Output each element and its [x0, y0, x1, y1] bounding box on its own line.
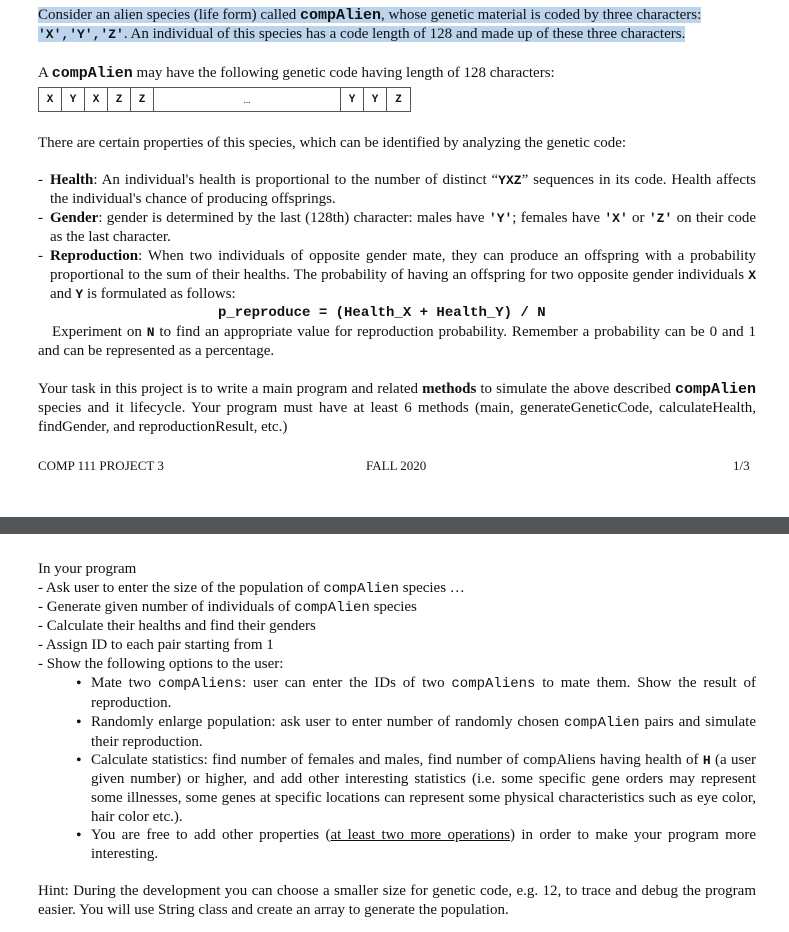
example-caption: A compAlien may have the following genetic code having length of 128 characters:	[38, 65, 555, 82]
code-cell: Z	[108, 88, 131, 111]
footer-page-number: 1/3	[733, 458, 750, 473]
code-cell: X	[39, 88, 62, 111]
bullet-icon: •	[76, 714, 82, 731]
option-mate: Mate two compAliens: user can enter the IDs of two compAliens to mate them. Show the result of reproduction.	[91, 675, 756, 711]
health-dash: -	[38, 172, 43, 188]
code-cell-ellipsis: ...	[154, 88, 341, 111]
option-statistics: Calculate statistics: find number of females and males, find number of compAliens having health of H (a user given number) or higher, and add other interesting statistics (i.e. some specific gene orders may represent some illnesses, some genes at specific locations can represent some physical characteristics such as eye color, hair color etc.).	[91, 752, 756, 825]
page-separator	[0, 517, 789, 534]
program-heading: In your program	[38, 561, 137, 577]
code-cell: X	[85, 88, 108, 111]
hint: Hint: During the development you can choose a smaller size for genetic code, e.g. 12, to trace and debug the program easier. You will use String class and create an array to generate the population.	[38, 883, 756, 918]
page-2	[0, 534, 789, 932]
code-cell: Y	[364, 88, 387, 111]
properties-intro: There are certain properties of this species, which can be identified by analyzing the genetic code:	[38, 135, 627, 151]
list-item: - Show the following options to the user:	[38, 656, 284, 672]
gender-dash: -	[38, 210, 43, 226]
code-cell: Y	[62, 88, 85, 111]
option-free: You are free to add other properties (at least two more operations) in order to make your program more interesting.	[91, 827, 756, 862]
list-item: - Ask user to enter the size of the population of compAlien species …	[38, 580, 465, 597]
intro-line-2: 'X','Y','Z'. An individual of this species has a code length of 128 and made up of these three characters.	[38, 26, 686, 42]
code-cell: Y	[341, 88, 364, 111]
bullet-icon: •	[76, 752, 82, 769]
bullet-icon: •	[76, 675, 82, 692]
option-enlarge: Randomly enlarge population: ask user to enter number of randomly chosen compAlien pairs and simulate their reproduction.	[91, 714, 757, 750]
intro-line-1: Consider an alien species (life form) called compAlien, whose genetic material is coded by three characters:	[38, 7, 702, 24]
operations-link[interactable]: at least two more operations	[330, 827, 510, 843]
list-item: - Generate given number of individuals of compAlien species	[38, 599, 417, 616]
bullet-icon: •	[76, 827, 82, 844]
list-item: - Assign ID to each pair starting from 1	[38, 637, 274, 653]
health-item: Health: An individual's health is proportional to the number of distinct “YXZ” sequences in its code. Health affects the individual's chance of producing offsprings.	[50, 172, 756, 207]
experiment-note: Experiment on N to find an appropriate value for reproduction probability. Remember a probability can be 0 and 1 and can be represented as a percentage.	[38, 324, 756, 359]
genetic-code-example	[38, 87, 411, 112]
code-cell: Z	[131, 88, 154, 111]
footer-course: COMP 111 PROJECT 3	[38, 458, 164, 473]
probability-formula: p_reproduce = (Health_X + Health_Y) / N	[218, 305, 546, 321]
task-description: Your task in this project is to write a main program and related methods to simulate the above described compAlien species and it lifecycle. Your program must have at least 6 methods (main, generateGeneticCode, calculateHealth, findGender, and reproductionResult, etc.)	[38, 381, 756, 435]
list-item: - Calculate their healths and find their genders	[38, 618, 316, 634]
code-cell: Z	[395, 93, 402, 106]
gender-item: Gender: gender is determined by the last (128th) character: males have 'Y'; females have 'X' or 'Z' on their code as the last character.	[50, 210, 756, 245]
reproduction-dash: -	[38, 248, 43, 264]
reproduction-item: Reproduction: When two individuals of opposite gender mate, they can produce an offspring with a probability proportional to the sum of their healths. The probability of having an offspring for two opposite gender individuals X and Y is formulated as follows:	[50, 248, 756, 302]
footer-term: FALL 2020	[366, 458, 427, 473]
